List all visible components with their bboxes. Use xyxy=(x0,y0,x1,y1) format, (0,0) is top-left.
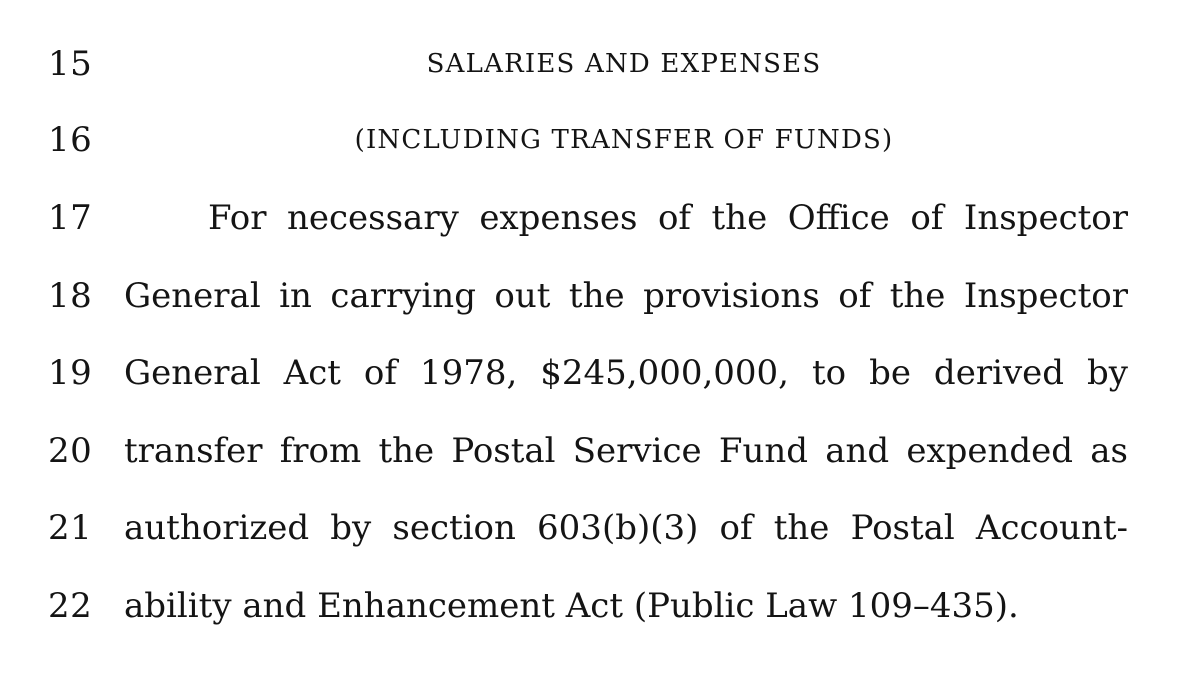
document-line-18 xyxy=(0,266,1200,326)
line-number: 19 xyxy=(48,353,93,393)
body-text-line: General in carrying out the provisions of the Inspector xyxy=(124,276,1128,316)
document-line-15 xyxy=(0,34,1200,94)
line-number: 17 xyxy=(48,198,93,238)
document-line-16 xyxy=(0,110,1200,170)
body-text-line: ability and Enhancement Act (Public Law 109–435). xyxy=(124,586,1019,626)
line-number: 16 xyxy=(48,120,93,160)
line-number: 22 xyxy=(48,586,93,626)
line-number: 21 xyxy=(48,508,93,548)
line-number: 15 xyxy=(48,44,93,84)
document-line-19 xyxy=(0,343,1200,403)
line-number: 18 xyxy=(48,276,93,316)
document-line-21 xyxy=(0,498,1200,558)
section-heading: SALARIES AND EXPENSES xyxy=(426,49,822,79)
document-line-20 xyxy=(0,421,1200,481)
section-subheading: (INCLUDING TRANSFER OF FUNDS) xyxy=(354,125,894,155)
body-text-line: General Act of 1978, $245,000,000, to be derived by xyxy=(124,353,1128,393)
body-text-line: transfer from the Postal Service Fund and expended as xyxy=(124,431,1128,471)
body-text-line: authorized by section 603(b)(3) of the Postal Account- xyxy=(124,508,1128,548)
body-text-line: For necessary expenses of the Office of Inspector xyxy=(208,198,1128,238)
document-line-17 xyxy=(0,188,1200,248)
line-number: 20 xyxy=(48,431,93,471)
document-line-22 xyxy=(0,576,1200,636)
